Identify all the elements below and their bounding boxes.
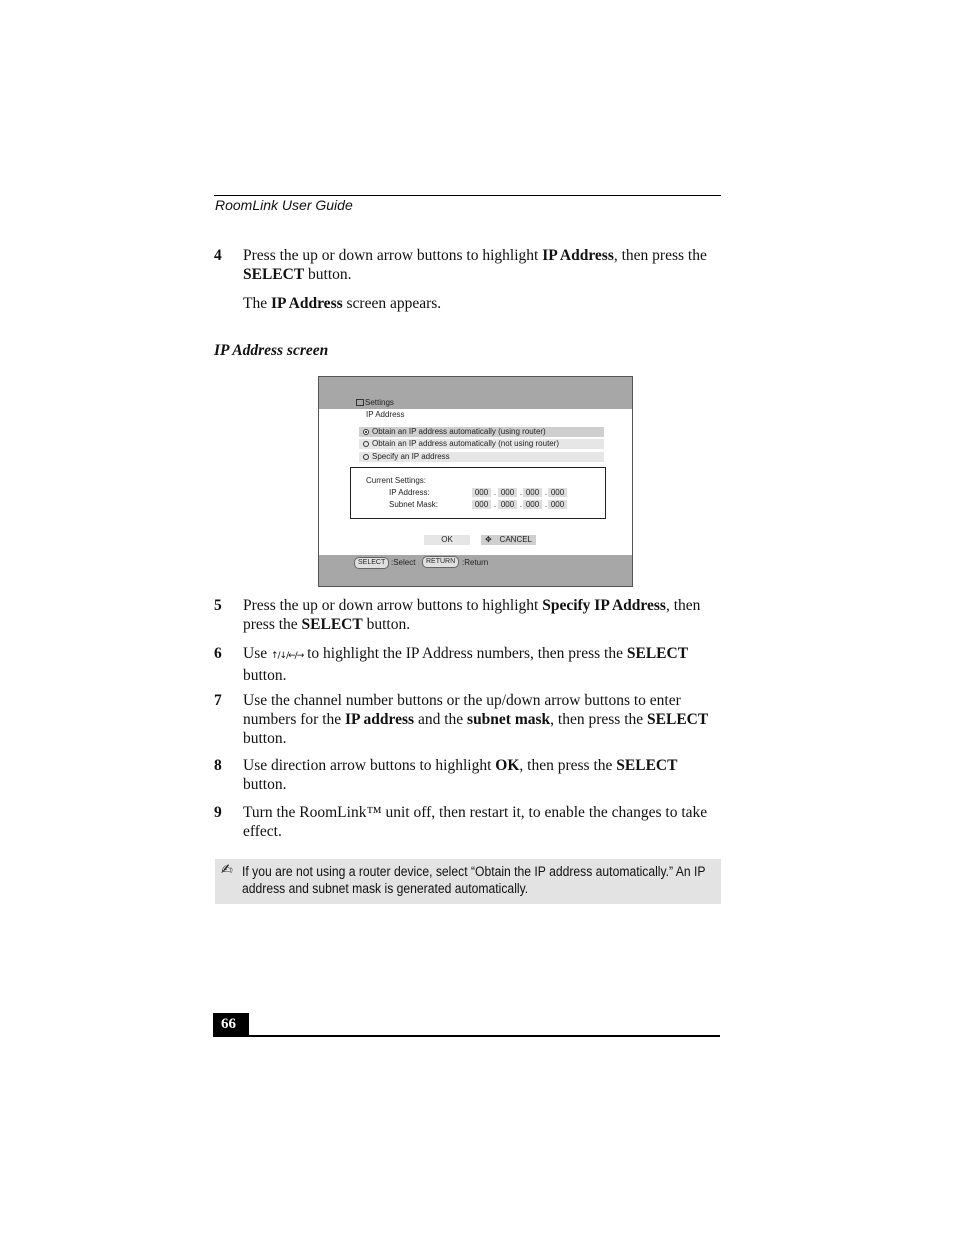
- dot-separator: .: [519, 500, 523, 509]
- return-key-icon: RETURN: [422, 556, 459, 568]
- step-text: Turn the RoomLink™ unit off, then restart it, to enable the changes to take effect.: [243, 804, 708, 840]
- radio-selected-icon: [363, 429, 369, 435]
- ok-button[interactable]: OK: [424, 535, 470, 545]
- current-settings-box: [350, 467, 606, 519]
- option-auto-router[interactable]: Obtain an IP address automatically (using router): [359, 427, 604, 437]
- dot-separator: .: [519, 488, 523, 497]
- arrow-keys-icon: ↑/↓/←/→: [270, 651, 304, 661]
- dot-separator: .: [544, 500, 548, 509]
- ip-octet-1[interactable]: 000: [472, 488, 491, 497]
- header-rule: [214, 195, 721, 196]
- dot-separator: .: [493, 488, 497, 497]
- radio-icon: [363, 454, 369, 460]
- ip-address-label: IP Address:: [389, 488, 430, 497]
- option-auto-no-router[interactable]: Obtain an IP address automatically (not using router): [359, 439, 604, 449]
- step-number: 7: [214, 692, 222, 709]
- note-text: If you are not using a router device, select “Obtain the IP address automatically.” An IP address and subnet mask is generated automatically.: [242, 864, 706, 896]
- footer-rule: [213, 1035, 720, 1037]
- direction-pad-icon: ✥: [485, 535, 492, 544]
- mask-octet-4[interactable]: 000: [548, 500, 567, 509]
- step-text: Press the up or down arrow buttons to highlight Specify IP Address, then press the SELECT button.: [243, 597, 701, 633]
- dot-separator: .: [493, 500, 497, 509]
- step-text: Use the channel number buttons or the up/down arrow buttons to enter numbers for the IP address and the subnet mask, then press the SELECT button.: [243, 692, 709, 747]
- screen-title: IP Address: [366, 410, 405, 419]
- ip-address-screen-figure: [318, 376, 633, 587]
- step-text: Use ↑/↓/←/→ to highlight the IP Address numbers, then press the SELECT button.: [243, 645, 689, 684]
- settings-label: Settings: [356, 398, 394, 407]
- cancel-button[interactable]: ✥ CANCEL: [481, 535, 536, 545]
- settings-icon: [356, 399, 364, 406]
- step-number: 9: [214, 804, 222, 821]
- running-header: RoomLink User Guide: [215, 197, 353, 213]
- step-number: 4: [214, 247, 222, 264]
- step-number: 8: [214, 757, 222, 774]
- current-settings-label: Current Settings:: [366, 476, 427, 485]
- ip-octet-3[interactable]: 000: [523, 488, 542, 497]
- step-text: Use direction arrow buttons to highlight OK, then press the SELECT button.: [243, 757, 678, 793]
- mask-octet-1[interactable]: 000: [472, 500, 491, 509]
- result-paragraph: The IP Address screen appears.: [243, 295, 442, 312]
- mask-octet-3[interactable]: 000: [523, 500, 542, 509]
- select-key-icon: SELECT: [354, 557, 389, 569]
- mask-octet-2[interactable]: 000: [498, 500, 517, 509]
- subnet-mask-label: Subnet Mask:: [389, 500, 438, 509]
- ip-octet-4[interactable]: 000: [548, 488, 567, 497]
- page-number: 66: [213, 1013, 249, 1036]
- figure-caption: IP Address screen: [214, 342, 329, 359]
- note-pencil-icon: ✍: [221, 862, 233, 878]
- step-number: 6: [214, 645, 222, 662]
- step-text: Press the up or down arrow buttons to highlight IP Address, then press the SELECT button.: [243, 247, 707, 283]
- dot-separator: .: [544, 488, 548, 497]
- return-help-text: :Return: [462, 558, 489, 567]
- step-number: 5: [214, 597, 222, 614]
- select-help-text: :Select: [391, 558, 416, 567]
- ip-octet-2[interactable]: 000: [498, 488, 517, 497]
- radio-icon: [363, 441, 369, 447]
- option-specify-ip[interactable]: Specify an IP address: [359, 452, 604, 462]
- note-box: [215, 859, 721, 904]
